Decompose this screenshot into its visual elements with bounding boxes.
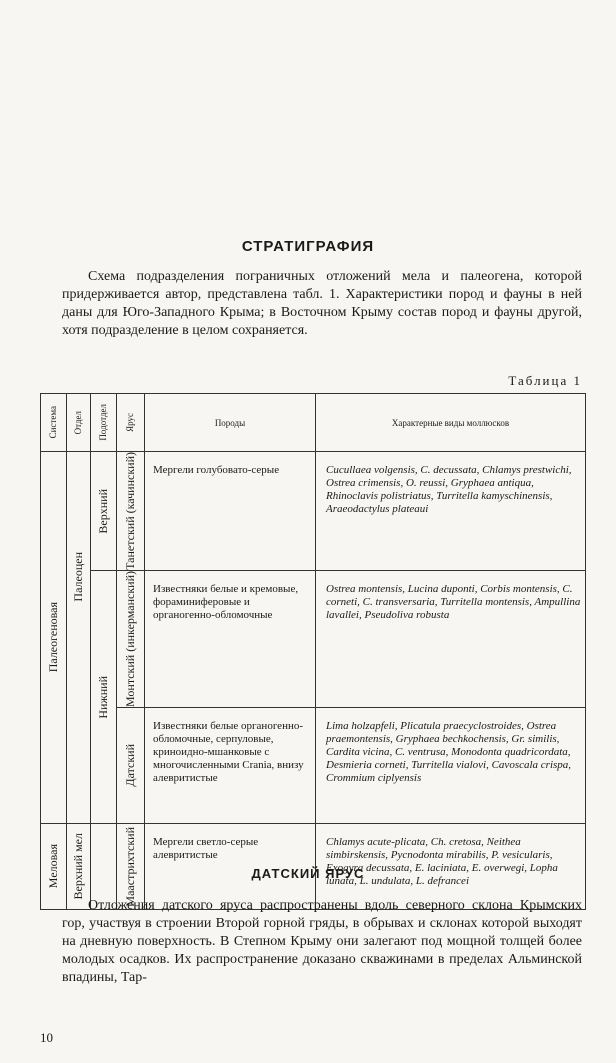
header-stage: Ярус [117,394,145,452]
body-paragraph: Отложения датского яруса распространены вдоль северного склона Крымских гор, участвуя в строении Второй горной гряды, в обрывах и склонах которой выходят на дневную поверхность. В Степном Крыму они залегают под мощной толщей более молодых осадков. Их распространение доказано скважинами в пределах Альминской впадины, Тар- [62,898,582,985]
cell-subseries-upper: Верхний [91,452,117,571]
cell-mollusks: Ostrea montensis, Lucina duponti, Corbis montensis, C. corneti, C. transversaria, Turritella montensis, Ampullina lavallei, Pseudoliva robusta [316,570,586,707]
table-header-row [41,394,586,452]
page-number: 10 [40,1030,53,1045]
cell-rocks: Известняки белые органогенно-обломочные, серпуловые, криноидно-мшанковые с многочисленными Crania, внизу алевритистые [145,707,316,823]
cell-rocks: Мергели голубовато-серые [145,452,316,571]
header-system: Система [41,394,67,452]
table-row [41,707,586,823]
cell-series-paleocene: Палеоцен [67,452,91,824]
table-row [41,452,586,571]
header-rocks: Породы [145,394,316,452]
cell-mollusks: Chlamys acute-plicata, Ch. cretosa, Neithea simbirskensis, Pycnodonta mirabilis, P. vesicularis, Exogyra decussata, E. laciniata, E. overwegi, Lopha lunata, L. undulata, L. defrancei [316,823,586,909]
cell-stage: Маастрихтский [117,823,145,909]
cell-series-upper-cretaceous: Верхний мел [67,823,91,909]
cell-subseries-lower: Нижний [91,570,117,823]
cell-mollusks: Cucullaea volgensis, C. decussata, Chlamys prestwichi, Ostrea crimensis, O. reussi, Gryphaea antiqua, Rhinoclavis polistriatus, Turritella kamyschinensis, Araeodactylus plateaui [316,452,586,571]
section-heading: ДАТСКИЙ ЯРУС [251,866,365,881]
intro-paragraph: Схема подразделения пограничных отложений мела и палеогена, которой придерживается автор, представлена табл. 1. Характеристики пород и фауны в ней даны для Юго-Западного Крыма; в Восточном Крыму состав пород и фауны другой, хотя подразделение в целом сохраняется. [62,269,582,338]
cell-system-paleogene: Палеогеновая [41,452,67,824]
cell-mollusks: Lima holzapfeli, Plicatula praecyclostroides, Ostrea praemontensis, Gryphaea bechkochensis, Gr. similis, Cardita vicina, C. ventrusa, Monodonta quadricordata, Desmieria corneti, Turritella vialovi, Cavoscala crispa, Crommium ciplyensis [316,707,586,823]
cell-rocks: Мергели светло-серые алевритистые [145,823,316,909]
table-row [41,570,586,707]
cell-system-cretaceous: Меловая [41,823,67,909]
cell-rocks: Известняки белые и кремовые, фораминиферовые и органогенно-обломочные [145,570,316,707]
table-caption: Таблица 1 [508,373,582,388]
header-mollusks: Характерные виды моллюсков [316,394,586,452]
cell-stage: Датский [117,707,145,823]
cell-stage: Монтский (инкерманский) [117,570,145,707]
cell-stage: Танетский (качинский) [117,452,145,571]
header-subseries: Подотдел [91,394,117,452]
header-series: Отдел [67,394,91,452]
page-title: СТРАТИГРАФИЯ [241,238,375,255]
stratigraphy-table [40,393,586,910]
